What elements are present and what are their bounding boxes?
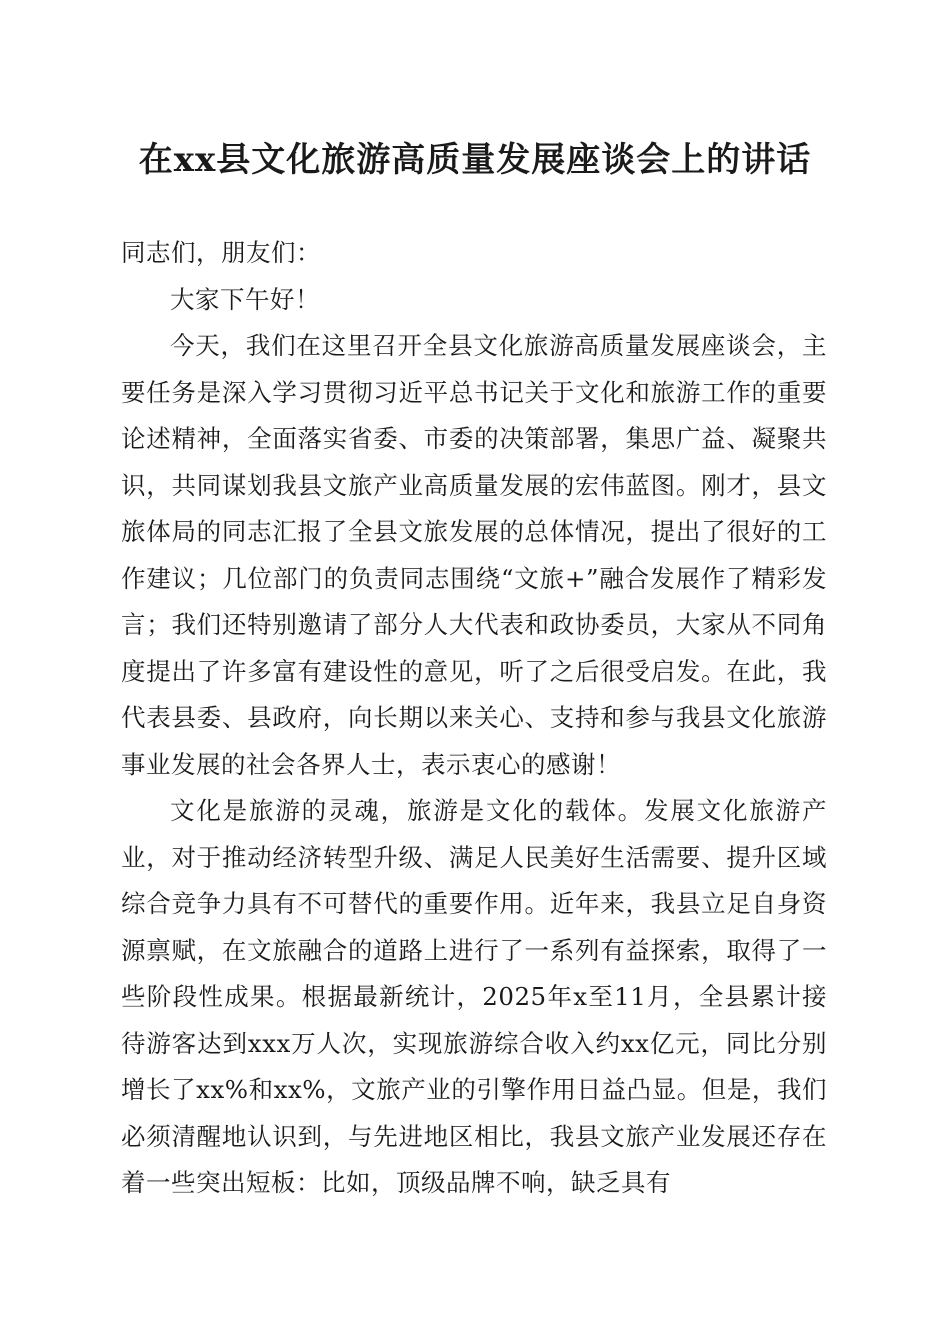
document-title: 在xx县文化旅游高质量发展座谈会上的讲话 bbox=[138, 140, 812, 180]
paragraph-greeting: 大家下午好！ bbox=[170, 284, 320, 314]
paragraph-opening: 今天，我们在这里召开全县文化旅游高质量发展座谈会，主要任务是深入学习贯彻习近平总书记关于文化和旅游工作的重要论述精神，全面落实省委、市委的决策部署，集思广益、凝聚共识，共同谋划我县文旅产业高质量发展的宏伟蓝图。刚才，县文旅体局的同志汇报了全县文旅发展的总体情况，提出了很好的工作建议；几位部门的负责同志围绕“文旅+”融合发展作了精彩发言；我们还特别邀请了部分人大代表和政协委员，大家从不同角度提出了许多富有建设性的意见，听了之后很受启发。在此，我代表县委、县政府，向长期以来关心、支持和参与我县文化旅游事业发展的社会各界人士，表示衷心的感谢！ bbox=[121, 331, 827, 779]
paragraph-culture-tourism: 文化是旅游的灵魂，旅游是文化的载体。发展文化旅游产业，对于推动经济转型升级、满足人民美好生活需要、提升区域综合竞争力具有不可替代的重要作用。近年来，我县立足自身资源禀赋，在文旅融合的道路上进行了一系列有益探索，取得了一些阶段性成果。根据最新统计，2025年x至11月，全县累计接待游客达到xxx万人次，实现旅游综合收入约xx亿元，同比分别增长了xx%和xx%，文旅产业的引擎作用日益凸显。但是，我们必须清醒地认识到，与先进地区相比，我县文旅产业发展还存在着一些突出短板：比如，顶级品牌不响，缺乏具有 bbox=[121, 796, 827, 1197]
document-body bbox=[121, 230, 827, 1207]
salutation: 同志们，朋友们： bbox=[121, 238, 321, 267]
